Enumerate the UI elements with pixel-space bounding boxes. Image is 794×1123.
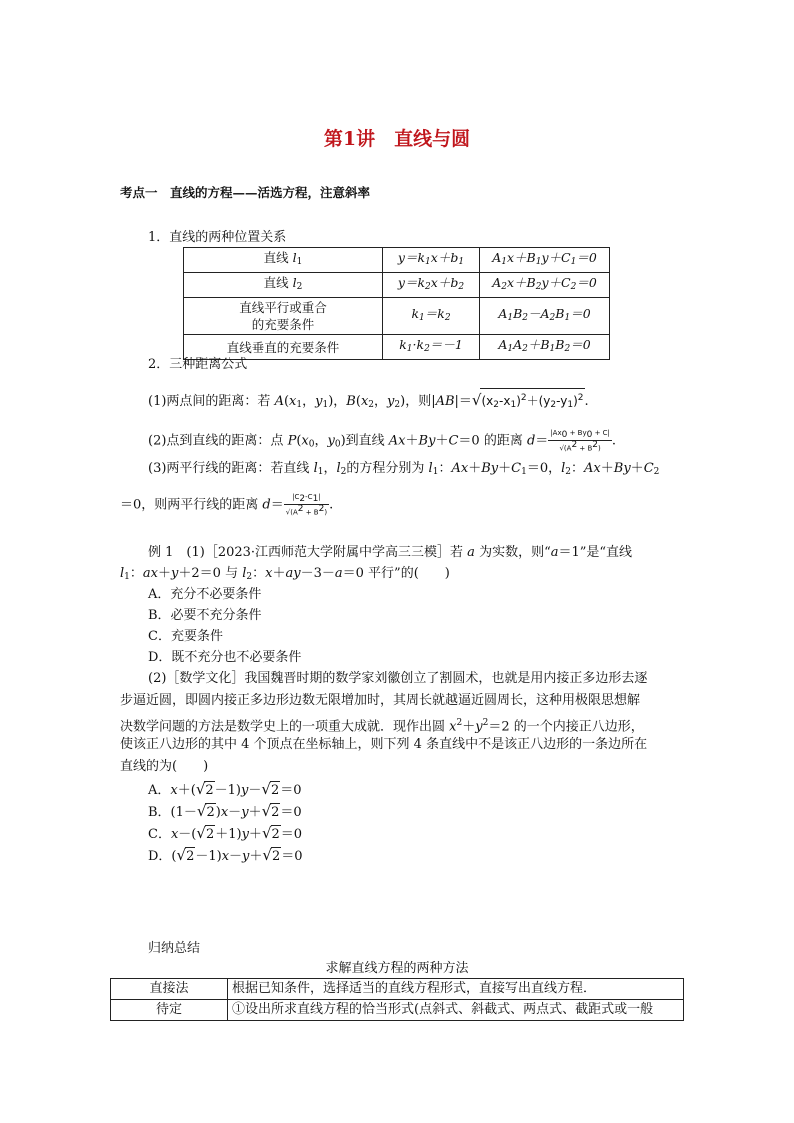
example1-q1-line1: 例 1 (1)［2023·江西师范大学附属中学高三三模］若 a 为实数，则“a＝1”是“直线 (148, 545, 633, 560)
desc-cell: 根据已知条件，选择适当的直线方程形式，直接写出直线方程． (228, 979, 684, 1000)
option-c: C．x－(√2＋1)y＋√2＝0 (148, 824, 303, 842)
page-title: 第1讲 直线与圆 (323, 128, 471, 150)
example1-q2-line: (2)［数学文化］我国魏晋时期的数学家刘徽创立了割圆术，也就是用内接正多边形去逐 (148, 671, 648, 686)
formula-parallel-line2: ＝0，则两平行线的距离 d＝ $\frac{|C_2-C_1|}{√(A^2 + B^2)}$ . (120, 493, 334, 517)
summary-heading: 归纳总结 (148, 941, 201, 956)
option-b: B．必要不充分条件 (148, 608, 262, 623)
option-b: B．(1－√2)x－y＋√2＝0 (148, 802, 302, 820)
fraction: $\frac{|Ax_0 + By_0 + C|}{√(A^2 + B^2)}$ (550, 429, 610, 453)
option-c: C．充要条件 (148, 629, 223, 644)
table-cell: $A_1A_2+B_1B_2=0$ (480, 335, 610, 360)
table-cell: $k_1\cdot k_2=-1$ (383, 335, 480, 360)
table-cell: $y=k_1x+b_1$ (383, 248, 480, 273)
formula-parallel-line1: (3)两平行线的距离：若直线 $l_1$，$l_2$的方程分别为 $l_1$：$Ax+By+C_1=0$，$l_2$：$Ax+By+C_2$ (148, 461, 660, 477)
example1-q2-line: 步逼近圆，即圆内接正多边形边数无限增加时，其周长就越逼近圆周长，这种用极限思想解 (120, 693, 641, 708)
method-cell: 待定 (111, 1000, 228, 1021)
method-table (110, 978, 684, 1021)
table-cell: $A_2x+B_2y+C_2=0$ (480, 273, 610, 298)
option-d: D．既不充分也不必要条件 (148, 650, 302, 665)
table-row (184, 335, 610, 360)
example1-q2-line: 直线的为( ) (120, 759, 209, 774)
table-cell: $A_1B_2-A_2B_1=0$ (480, 298, 610, 335)
table-row (184, 273, 610, 298)
table-cell: 直线 $l_1$ (184, 248, 383, 273)
option-a: A．充分不必要条件 (148, 587, 262, 602)
table-row (111, 979, 684, 1000)
example1-q2-line: 使该正八边形的其中 4 个顶点在坐标轴上，则下列 4 条直线中不是该正八边形的一条边所在 (120, 737, 648, 752)
table-cell: 直线垂直的充要条件 (184, 335, 383, 360)
table-row (111, 1000, 684, 1021)
desc-cell: ①设出所求直线方程的恰当形式(点斜式、斜截式、两点式、截距式或一般 (228, 1000, 684, 1021)
table-cell: 直线 $l_2$ (184, 273, 383, 298)
table-cell: 直线平行或重合 的充要条件 (184, 298, 383, 335)
table-row (184, 298, 610, 335)
position-relation-table (183, 247, 610, 360)
section-heading: 考点一 直线的方程——活选方程，注意斜率 (120, 185, 371, 200)
formula-point-line: (2)点到直线的距离：点 $P(x_0$，$y_0$)到直线 Ax＋By＋C＝0 的距离 d＝ $\frac{|Ax_0 + By_0 + C|}{√(A^2 + B^2)}$ . (148, 429, 617, 453)
p2-heading: 2．三种距离公式 (148, 357, 248, 372)
formula-two-points: (1)两点间的距离：若 $A(x_1$，$y_1$)，$B(x_2$，$y_2$)，则$|AB|=√(x_2-x_1)^2+(y_2-y_1)^2$. (148, 388, 589, 414)
method-cell: 直接法 (111, 979, 228, 1000)
p1-heading: 1．直线的两种位置关系 (148, 230, 287, 245)
table-cell: $k_1=k_2$ (383, 298, 480, 335)
table-cell: $A_1x+B_1y+C_1=0$ (480, 248, 610, 273)
summary-table-title: 求解直线方程的两种方法 (325, 961, 469, 976)
option-a: A．x＋(√2－1)y－√2＝0 (148, 780, 302, 798)
table-cell: $y=k_2x+b_2$ (383, 273, 480, 298)
example1-q2-line: 决数学问题的方法是数学史上的一项重大成就．现作出圆 $x^2+y^2=2$ 的一个内接正八边形， (120, 718, 644, 735)
option-d: D．(√2－1)x－y＋√2＝0 (148, 846, 303, 864)
example1-q1-line2: $l_1$：ax＋y＋2＝0 与 $l_2$：x＋ay－3－a＝0 平行”的( ) (120, 566, 450, 582)
fraction: $\frac{|C_2-C_1|}{√(A^2 + B^2)}$ (285, 493, 328, 517)
table-row (184, 248, 610, 273)
